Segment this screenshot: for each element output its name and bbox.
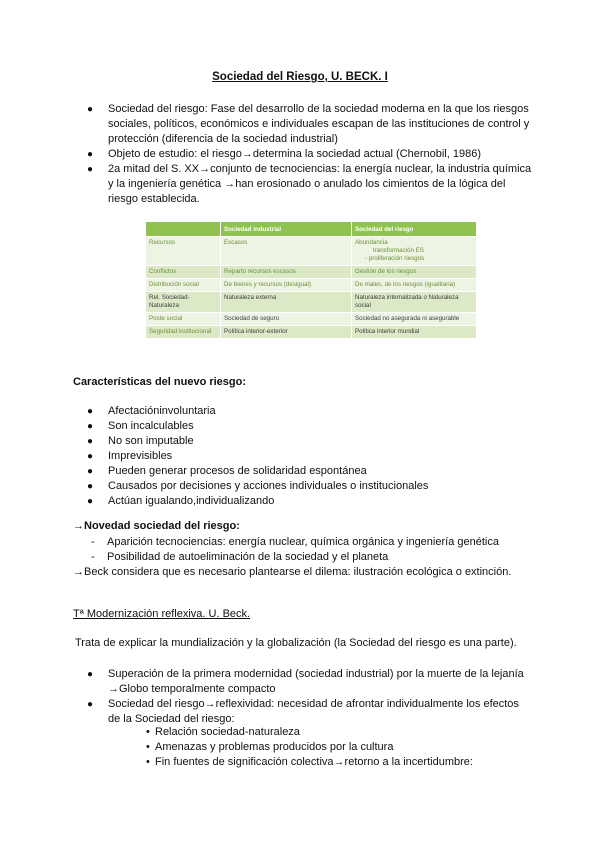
table-cell: De males, de los riesgos (igualitaria)	[352, 279, 477, 292]
table-cell: Reparto recursos escasos	[221, 266, 352, 279]
comparison-table	[145, 221, 477, 339]
list-item: ● Son incalculables	[87, 420, 194, 432]
list-item: ● Sociedad del riesgo: Fase del desarrollo de la sociedad moderna en la que los riesgos sociales, políticos, económicos e individuales escapan de las instituciones de control y protección (diferencia de la sociedad industrial)	[87, 103, 530, 145]
sub-bullet-icon: •	[146, 756, 150, 768]
beck-dilemma-text: →Beck considera que es necesario plantearse el dilema: ilustración ecológica o extinción.	[73, 566, 512, 578]
table-row	[146, 326, 477, 339]
table-cell: Distribución social	[146, 279, 221, 292]
table-row	[146, 279, 477, 292]
list-item: ● Afectacióninvoluntaria	[87, 405, 216, 417]
table-cell: Política interior-exterior	[221, 326, 352, 339]
table-row	[146, 237, 477, 266]
list-item: ● Pueden generar procesos de solidaridad espontánea	[87, 465, 367, 477]
table-cell: Sociedad de seguro	[221, 313, 352, 326]
dash-icon: -	[91, 551, 95, 563]
page-title: Sociedad del Riesgo, U. BECK. I	[212, 71, 388, 83]
table-cell: Poste social	[146, 313, 221, 326]
bullet-icon: ●	[87, 149, 94, 160]
table-cell: Gestión de los riesgos	[352, 266, 477, 279]
table-row	[146, 266, 477, 279]
table-cell: Recursos	[146, 237, 221, 266]
table-cell: Abundancia transformación ES - proliferación riesgos	[352, 237, 477, 266]
modernizacion-list	[87, 667, 533, 727]
bullet-icon: ●	[87, 104, 94, 115]
list-item: ● Imprevisibles	[87, 450, 173, 462]
dash-icon: -	[91, 536, 95, 548]
bullet-icon: ●	[87, 481, 94, 492]
list-item: ● No son imputable	[87, 435, 194, 447]
table-header: Sociedad del riesgo	[352, 222, 477, 237]
list-item: ● Objeto de estudio: el riesgo→determina la sociedad actual (Chernobil, 1986)	[87, 148, 481, 160]
bullet-icon: ●	[87, 406, 94, 417]
intro-list	[87, 102, 533, 207]
table-cell: Seguridad institucional	[146, 326, 221, 339]
bullet-icon: ●	[87, 669, 94, 680]
sub-bullet-icon: •	[146, 741, 150, 753]
sub-bullet-icon: •	[146, 726, 150, 738]
table-row	[146, 313, 477, 326]
table-cell: Escasos	[221, 237, 352, 266]
table-cell: Conflictos	[146, 266, 221, 279]
table-cell: Política interior mundial	[352, 326, 477, 339]
bullet-icon: ●	[87, 496, 94, 507]
list-item: ● Actúan igualando,individualizando	[87, 495, 275, 507]
bullet-icon: ●	[87, 699, 94, 710]
table-cell: Naturaleza externa	[221, 292, 352, 313]
table-cell: Naturaleza internalizada o Naturaleza social	[352, 292, 477, 313]
list-item: • Fin fuentes de significación colectiva→retorno a la incertidumbre:	[146, 756, 473, 768]
table-cell: De bienes y recursos (desigual)	[221, 279, 352, 292]
section-heading-caracteristicas: Características del nuevo riesgo:	[73, 376, 247, 388]
list-item: - Aparición tecnociencias: energía nuclear, química orgánica y ingeniería genética	[91, 536, 499, 548]
bullet-icon: ●	[87, 436, 94, 447]
table-cell: Rel. Sociedad-Naturaleza	[146, 292, 221, 313]
section-heading-novedad: →Novedad sociedad del riesgo:	[73, 520, 240, 532]
trata-text: Trata de explicar la mundialización y la globalización (la Sociedad del riesgo es una parte).	[75, 637, 517, 649]
caracteristicas-list	[87, 404, 528, 509]
list-item: • Amenazas y problemas producidos por la cultura	[146, 741, 394, 753]
bullet-icon: ●	[87, 451, 94, 462]
table-cell: Sociedad no asegurada ni asegurable	[352, 313, 477, 326]
table-header-row	[146, 222, 477, 237]
bullet-icon: ●	[87, 421, 94, 432]
table-header: Sociedad industrial	[221, 222, 352, 237]
table-row	[146, 292, 477, 313]
bullet-icon: ●	[87, 164, 94, 175]
section-heading-modernizacion: Tª Modernización reflexiva. U. Beck.	[73, 608, 251, 620]
list-item: ● Sociedad del riesgo→reflexividad: necesidad de afrontar individualmente los efectos de la Sociedad del riesgo:	[87, 698, 519, 725]
modernizacion-sublist	[146, 725, 515, 770]
novedad-list	[91, 535, 527, 565]
list-item: - Posibilidad de autoeliminación de la sociedad y el planeta	[91, 551, 389, 563]
table-header	[146, 222, 221, 237]
list-item: ● Superación de la primera modernidad (sociedad industrial) por la muerte de la lejanía →Globo temporalmente compacto	[87, 668, 524, 695]
list-item: • Relación sociedad-naturaleza	[146, 726, 300, 738]
bullet-icon: ●	[87, 466, 94, 477]
list-item: ● Causados por decisiones y acciones individuales o institucionales	[87, 480, 429, 492]
list-item: ● 2a mitad del S. XX→conjunto de tecnociencias: la energía nuclear, la industria química y la ingeniería genética →han erosionado o anulado los cimientos de la lógica del riesgo establecida.	[87, 163, 532, 205]
